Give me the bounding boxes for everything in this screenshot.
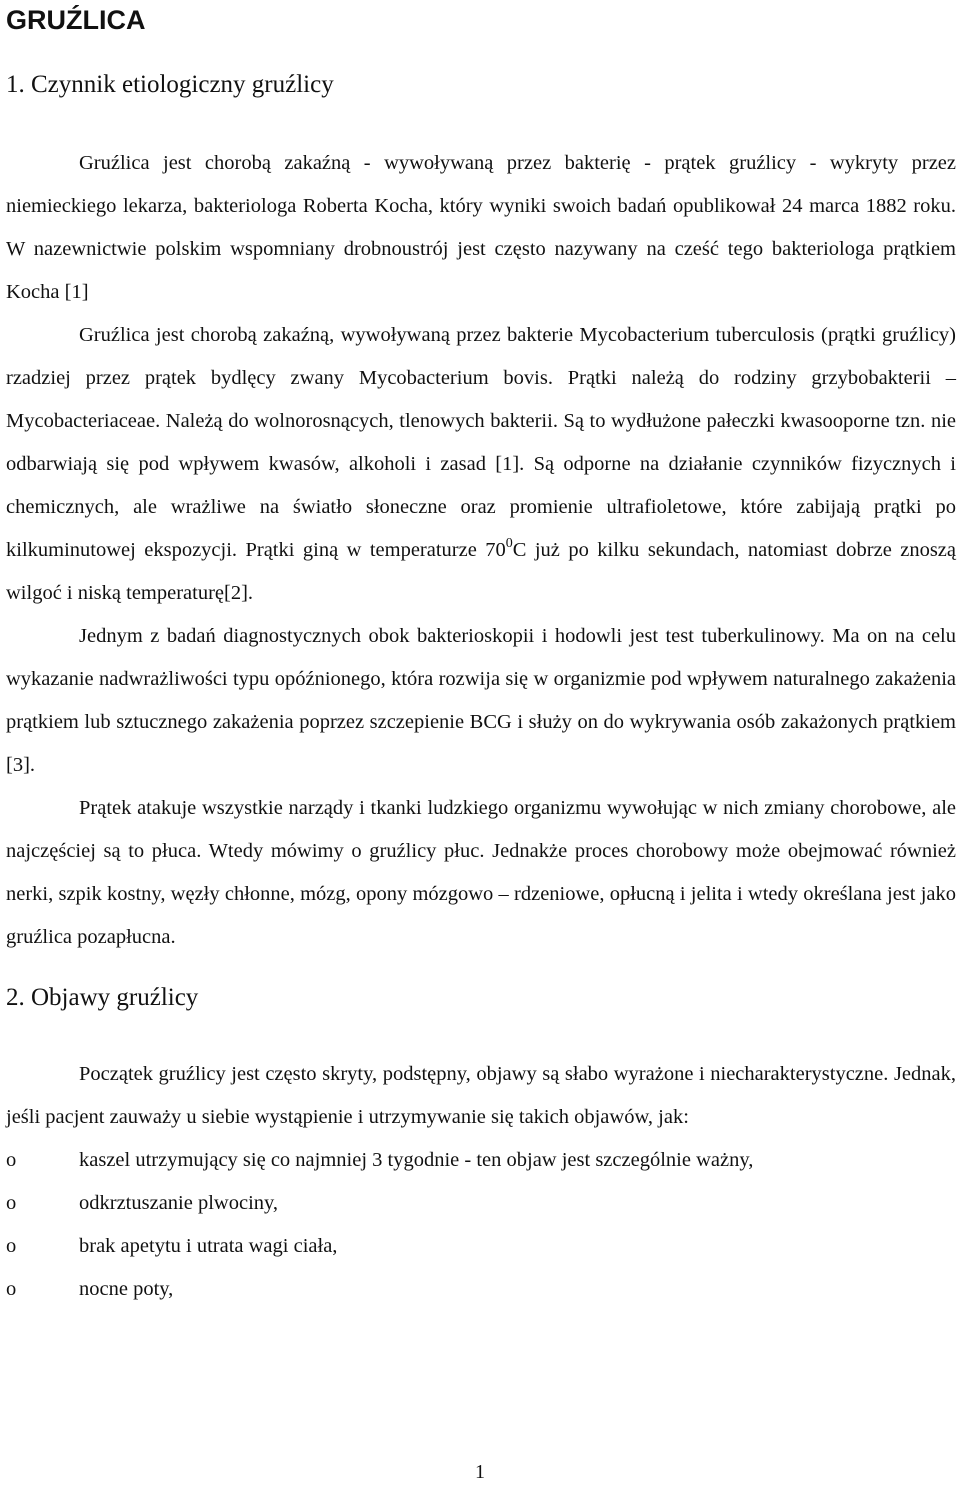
list-item-text: nocne poty,: [79, 1278, 174, 1300]
symptom-list: [6, 1139, 956, 1311]
list-item: [6, 1268, 956, 1311]
section-1-paragraph-2: [6, 314, 956, 615]
paragraph-2-text: Gruźlica jest chorobą zakaźną, wywoływaną przez bakterie Mycobacterium tuberculosis (prątki gruźlicy) rzadziej przez prątek bydlęcy zwany Mycobacterium bovis. Prątki należą do rodziny grzybobakterii – Mycobacteriaceae. Należą do wolnorosnących, tlenowych bakterii. Są to wydłużone pałeczki kwasooporne tzn. nie odbarwiają się pod wpływem kwasów, alkoholi i zasad [1]. Są odporne na działanie czynników fizycznych i chemicznych, ale wrażliwe na światło słoneczne oraz promienie ultrafioletowe, które zabijają prątki po kilkuminutowej ekspozycji. Prątki giną w temperaturze 70: [6, 324, 956, 561]
section-1-paragraph-4: Prątek atakuje wszystkie narządy i tkanki ludzkiego organizmu wywołując w nich zmiany chorobowe, ale najczęściej są to płuca. Wtedy mówimy o gruźlicy płuc. Jednakże proces chorobowy może obejmować również nerki, szpik kostny, węzły chłonne, mózg, opony mózgowo – rdzeniowe, opłucną i jelita i wtedy określana jest jako gruźlica pozapłucna.: [6, 797, 956, 948]
section-1-paragraph-1: Gruźlica jest chorobą zakaźną - wywoływaną przez bakterię - prątek gruźlicy - wykryty przez niemieckiego lekarza, bakteriologa Roberta Kocha, który wyniki swoich badań opublikował 24 marca 1882 roku. W nazewnictwie polskim wspomniany drobnoustrój jest często nazywany na cześć tego bakteriologa prątkiem Kocha [1]: [6, 152, 956, 303]
bullet-circle-icon: o: [6, 1235, 17, 1257]
list-item-text: odkrztuszanie plwociny,: [79, 1192, 279, 1214]
paragraph-2-text-end: C już po kilku sekundach, natomiast dobrze znoszą wilgoć i niską temperaturę[2].: [6, 539, 957, 604]
page-number: 1: [475, 1461, 485, 1483]
list-item: [6, 1225, 956, 1268]
bullet-circle-icon: o: [6, 1192, 17, 1214]
section-2-heading: 2. Objawy gruźlicy: [6, 984, 199, 1011]
list-item: [6, 1182, 956, 1225]
list-item-text: kaszel utrzymujący się co najmniej 3 tygodnie - ten objaw jest szczególnie ważny,: [79, 1149, 754, 1171]
document-title: GRUŹLICA: [6, 5, 146, 35]
section-2-paragraph-1: Początek gruźlicy jest często skryty, podstępny, objawy są słabo wyrażone i niecharakterystyczne. Jednak, jeśli pacjent zauważy u siebie wystąpienie i utrzymywanie się takich objawów, jak:: [6, 1063, 956, 1128]
list-item-text: brak apetytu i utrata wagi ciała,: [79, 1235, 338, 1257]
list-item: [6, 1139, 956, 1182]
section-1-paragraph-3: Jednym z badań diagnostycznych obok bakterioskopii i hodowli jest test tuberkulinowy. Ma on na celu wykazanie nadwrażliwości typu opóźnionego, która rozwija się w organizmie pod wpływem naturalnego zakażenia prątkiem lub sztucznego zakażenia poprzez szczepienie BCG i służy on do wykrywania osób zakażonych prątkiem [3].: [6, 625, 956, 776]
section-1-heading: 1. Czynnik etiologiczny gruźlicy: [6, 71, 334, 98]
degree-superscript: 0: [505, 536, 513, 551]
bullet-circle-icon: o: [6, 1149, 17, 1171]
bullet-circle-icon: o: [6, 1278, 17, 1300]
document-page: [6, 0, 956, 1311]
